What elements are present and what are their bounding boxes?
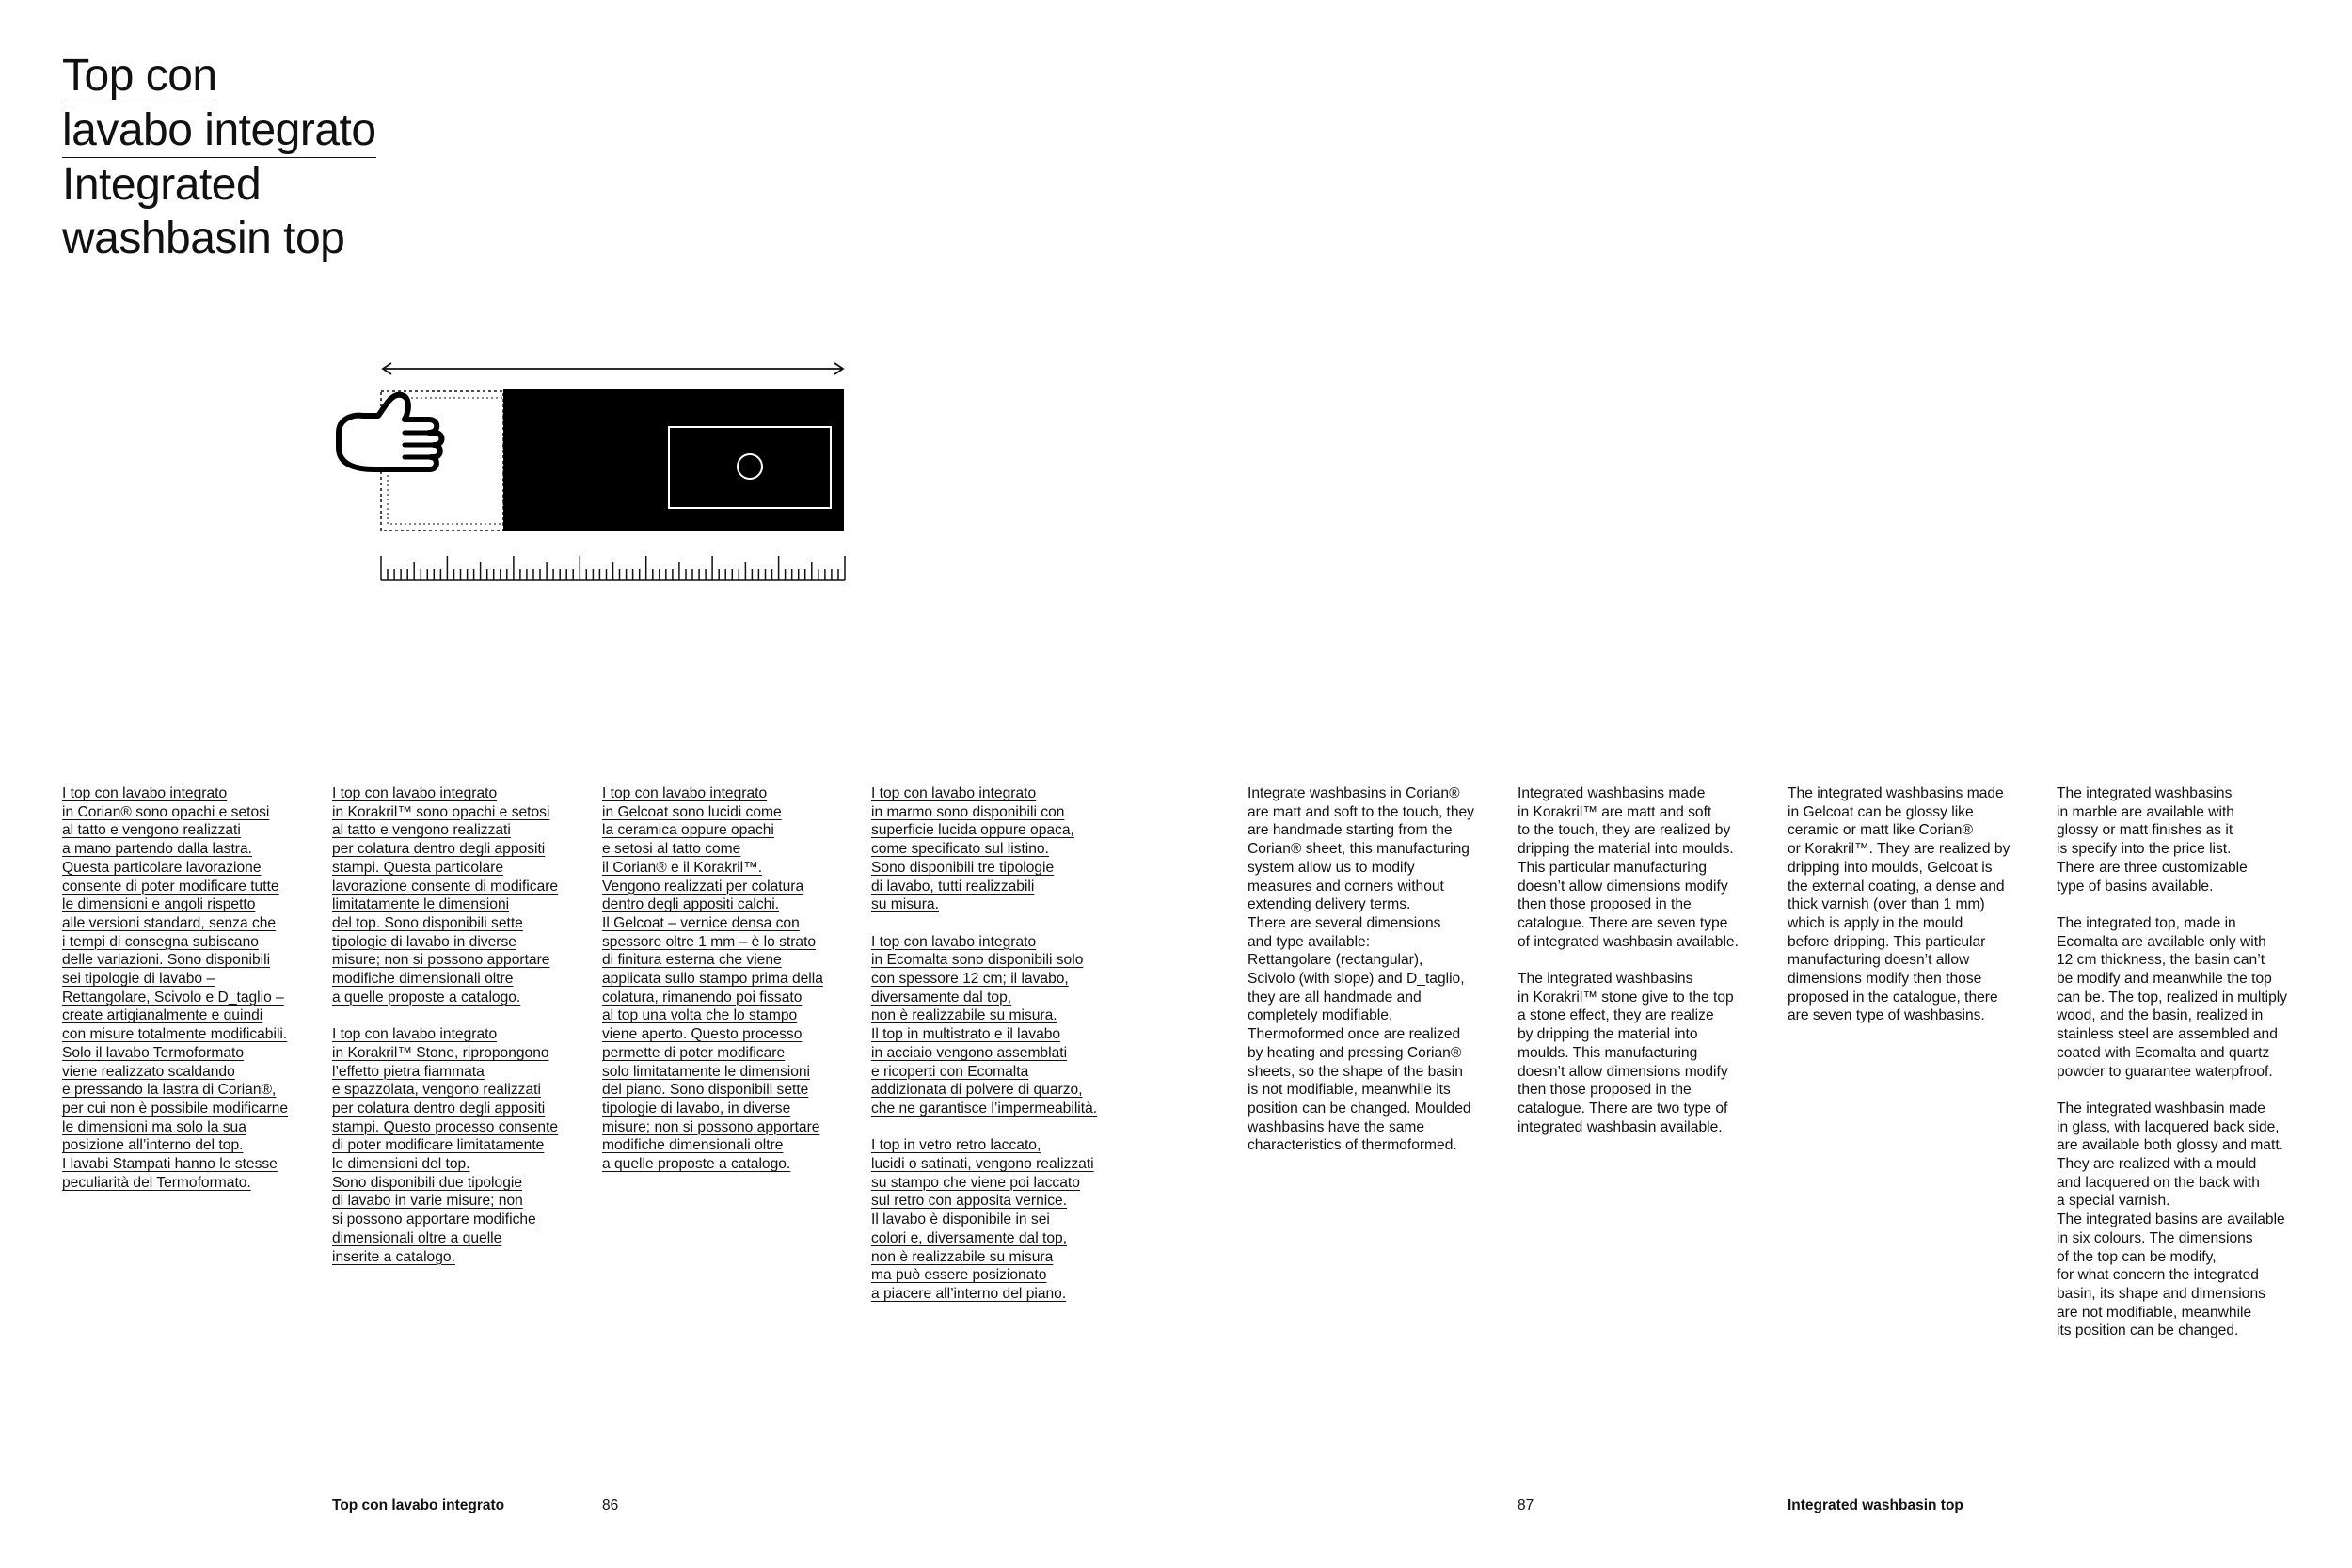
body-paragraph: Integrated washbasins made in Korakril™ are matt and soft to the touch, they are realized by dripping the material into moulds. This particular manufacturing doesn’t allow dimensions modify then those proposed in the catalogue. There are seven type of integrated washbasin available. — [1518, 785, 1739, 950]
title-line-3: Integrated — [62, 160, 262, 210]
thumbs-up-icon — [339, 395, 442, 469]
body-paragraph: The integrated top, made in Ecomalta are available only with 12 cm thickness, the basin can’t be modify and meanwhile the top can be. The top, realized in multiply wood, and the basin, realized in stainless steel are assembled and coated with Ecomalta and quartz powder to guarantee waterpfroof. — [2057, 914, 2288, 1080]
body-paragraph: I top con lavabo integrato in marmo sono disponibili con superficie lucida oppure opaca, come specificato sul listino. Sono disponibili tre tipologie di lavabo, tutti realizzabili su misura. — [871, 785, 1074, 913]
page-title — [62, 49, 376, 265]
washbasin-top-diagram — [329, 350, 856, 594]
body-paragraph: I top con lavabo integrato in Korakril™ Stone, ripropongono l’effetto pietra fiammata e spazzolata, vengono realizzati per colatura dentro degli appositi stampi. Questo processo consente di poter modificare limitatamente le dimensioni del top. Sono disponibili due tipologie di lavabo in varie misure; non si possono apportare modifiche dimensionali oltre a quelle inserite a catalogo. — [332, 1026, 559, 1265]
body-paragraph: Integrate washbasins in Corian® are matt and soft to the touch, they are handmade starting from the Corian® sheet, this manufacturing system allow us to modify measures and corners without extending delivery terms. There are several dimensions and type available: Rettangolare (rectangular), Scivolo (with slope) and D_taglio, they are all handmade and completely modifiable. Thermoformed once are realized by heating and pressing Corian® sheets, so the shape of the basin is not modifiable, meanwhile its position can be changed. Moulded washbasins have the same characteristics of thermoformed. — [1248, 785, 1474, 1154]
body-paragraph: I top con lavabo integrato in Gelcoat sono lucidi come la ceramica oppure opachi e setosi al tatto come il Corian® e il Korakril™. Vengono realizzati per colatura dentro degli appositi calchi. Il Gelcoat – vernice densa con spessore oltre 1 mm – è lo strato di finitura esterna che viene applicata sullo stampo prima della colatura, rimanendo poi fissato al top una volta che lo stampo viene aperto. Questo processo permette di poter modificare solo limitatamente le dimensioni del piano. Sono disponibili sette tipologie di lavabo, in diverse misure; non si possono apportare modifiche dimensionali oltre a quelle proposte a catalogo. — [602, 785, 823, 1173]
page-number-right: 87 — [1518, 1497, 1534, 1513]
english-column-2 — [1518, 784, 1772, 1155]
body-paragraph: I top con lavabo integrato in Corian® sono opachi e setosi al tatto e vengono realizzati a mano partendo dalla lastra. Questa particolare lavorazione consente di poter modificare tutte le dimensioni e angoli rispetto alle versioni standard, senza che i tempi di consegna subiscano delle variazioni. Sono disponibili sei tipologie di lavabo – Rettangolare, Scivolo e D_taglio – create artigianalmente e quindi con misure totalmente modificabili. Solo il lavabo Termoformato viene realizzato scaldando e pressando la lastra di Corian®, per cui non è possibile modificarne le dimensioni ma solo la sua posizione all’interno del top. I lavabi Stampati hanno le stesse peculiarità del Termoformato. — [62, 785, 289, 1191]
body-paragraph: I top in vetro retro laccato, lucidi o satinati, vengono realizzati su stampo che viene poi laccato sul retro con apposita vernice. Il lavabo è disponibile in sei colori e, diversamente dal top, non è realizzabile su misura ma può essere posizionato a piacere all’interno del piano. — [871, 1137, 1094, 1302]
english-column-4 — [2057, 784, 2311, 1359]
body-paragraph: I top con lavabo integrato in Ecomalta sono disponibili solo con spessore 12 cm; il lavabo, diversamente dal top, non è realizzabile su misura. Il top in multistrato e il lavabo in acciaio vengono assemblati e ricoperti con Ecomalta addizionata di polvere di quarzo, che ne garantisce l’impermeabilità. — [871, 933, 1098, 1117]
italian-column-1 — [62, 784, 316, 1211]
body-paragraph: The integrated washbasins in Korakril™ stone give to the top a stone effect, they are realize by dripping the material into moulds. This manufacturing doesn’t allow dimensions modify then those proposed in the catalogue. There are two type of integrated washbasin available. — [1518, 971, 1734, 1135]
italian-column-3 — [602, 784, 856, 1192]
english-column-1 — [1248, 784, 1502, 1174]
footer-section-left: Top con lavabo integrato — [332, 1497, 505, 1513]
title-line-4: washbasin top — [62, 214, 345, 263]
footer-section-right: Integrated washbasin top — [1788, 1497, 1963, 1513]
body-paragraph: The integrated washbasins in marble are available with glossy or matt finishes as it is specify into the price list. There are three customizable type of basins available. — [2057, 785, 2248, 895]
body-paragraph: The integrated washbasin made in glass, with lacquered back side, are available both glossy and matt. They are realized with a mould and lacquered on the back with a special varnish. The integrated basins are available in six colours. The dimensions of the top can be modify, for what concern the integrated basin, its shape and dimensions are not modifiable, meanwhile its position can be changed. — [2057, 1100, 2285, 1339]
title-line-1: Top con — [62, 49, 217, 103]
title-line-2: lavabo integrato — [62, 103, 376, 158]
english-column-3 — [1788, 784, 2042, 1044]
washbasin-top-slab — [503, 389, 844, 531]
italian-column-4 — [871, 784, 1125, 1322]
page-number-left: 86 — [602, 1497, 619, 1513]
italian-column-2 — [332, 784, 586, 1285]
width-arrow — [383, 363, 843, 374]
measuring-ruler — [381, 556, 845, 580]
body-paragraph: I top con lavabo integrato in Korakril™ sono opachi e setosi al tatto e vengono realizzati per colatura dentro degli appositi stampi. Questa particolare lavorazione consente di modificare limitatamente le dimensioni del top. Sono disponibili sette tipologie di lavabo in diverse misure; non si possono apportare modifiche dimensionali oltre a quelle proposte a catalogo. — [332, 785, 559, 1006]
body-paragraph: The integrated washbasins made in Gelcoat can be glossy like ceramic or matt like Corian® or Korakril™. They are realized by dripping into moulds, Gelcoat is the external coating, a dense and thick varnish (over than 1 mm) which is apply in the mould before dripping. This particular manufacturing doesn’t allow dimensions modify then those proposed in the catalogue, there are seven type of washbasins. — [1788, 785, 2010, 1024]
